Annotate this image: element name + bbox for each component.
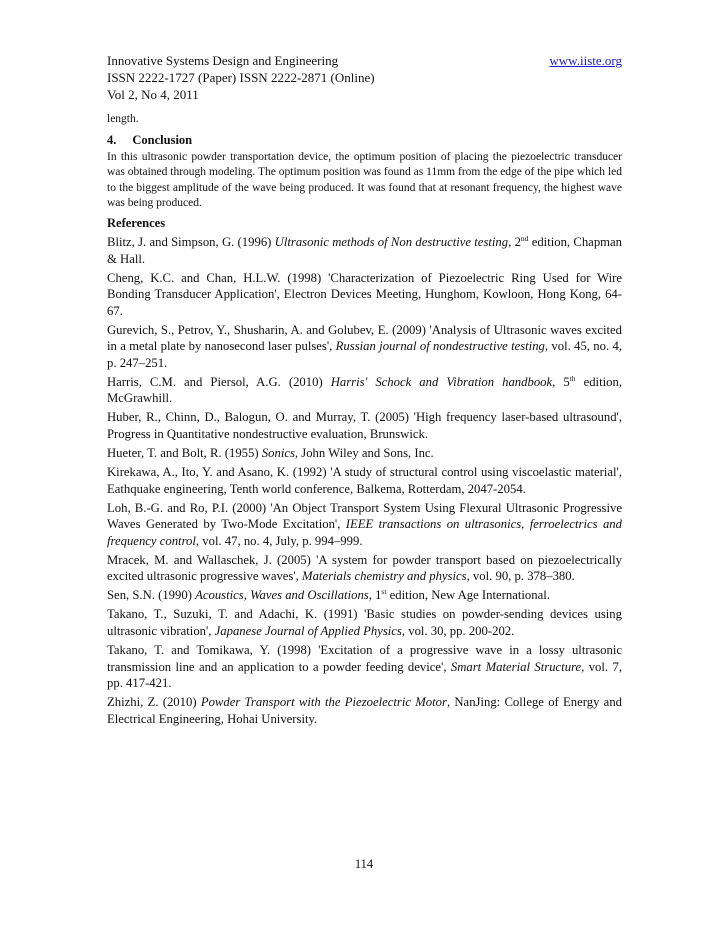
journal-name: Innovative Systems Design and Engineering (107, 53, 339, 68)
reference-text: , vol. 30, pp. 200-202. (401, 623, 515, 638)
reference-text: Zhizhi, Z. (2010) (107, 695, 201, 710)
reference-item (107, 445, 622, 462)
reference-item (107, 606, 622, 639)
reference-text: Huber, R., Chinn, D., Balogun, O. and Murray, T. (2005) 'High frequency laser-based ultrasound', Progress in Quantitative nondestructive evaluation, Brunswick. (107, 410, 622, 441)
reference-item (107, 464, 622, 497)
reference-item (107, 234, 622, 267)
reference-text: , 1 (368, 588, 382, 603)
running-header (107, 52, 622, 103)
volume-line: Vol 2, No 4, 2011 (107, 87, 199, 102)
reference-italic-title: Smart Material Structure (450, 659, 582, 674)
reference-italic-title: Acoustics, Waves and Oscillations (195, 588, 369, 603)
reference-text: edition, McGrawhill. (107, 374, 622, 406)
section-title: Conclusion (132, 133, 193, 148)
reference-italic-title: Harris' Schock and Vibration handbook (330, 374, 553, 389)
reference-text: Takano, T. and Tomikawa, Y. (1998) 'Excitation of a progressive wave in a lossy ultrasonic transmission line and an application to a powder feeding device', (107, 643, 622, 674)
reference-item (107, 322, 622, 372)
reference-text: , vol. 45, no. 4, p. 247–251. (107, 339, 622, 370)
reference-text: edition, New Age International. (386, 588, 550, 603)
reference-text: , vol. 90, p. 378–380. (466, 569, 575, 584)
reference-italic-title: Materials chemistry and physics (302, 569, 467, 584)
reference-item (107, 552, 622, 585)
section-number: 4. (107, 133, 117, 148)
reference-item (107, 642, 622, 692)
reference-text: Hueter, T. and Bolt, R. (1955) (107, 445, 262, 460)
reference-text: , 2 (508, 235, 521, 250)
ordinal-suffix: nd (520, 234, 529, 244)
reference-list (107, 234, 622, 727)
carryover-text: length. (107, 113, 139, 125)
ordinal-suffix: st (381, 587, 387, 597)
reference-text: Mracek, M. and Wallaschek, J. (2005) 'A system for powder transport based on piezoelectrically excited ultrasonic progressive waves', (107, 552, 622, 584)
reference-text: Gurevich, S., Petrov, Y., Shusharin, A. and Golubev, E. (2009) 'Analysis of Ultrasonic waves excited in a metal plate by nanosecond laser pulses', (107, 322, 622, 354)
conclusion-paragraph: In this ultrasonic powder transportation device, the optimum position of placing the piezoelectric transducer was obtained through modeling. The optimum position was found as 11mm from the edge of the pipe which led to the biggest amplitude of the wave being produced. It was found that at resonant frequency, the highest wave was being produced. (107, 151, 622, 209)
reference-text: , 5 (552, 374, 570, 389)
reference-italic-title: IEEE transactions on ultrasonics, ferroelectrics and frequency control (107, 517, 622, 548)
references-heading: References (107, 216, 166, 231)
reference-text: Sen, S.N. (1990) (107, 588, 196, 603)
reference-text: Cheng, K.C. and Chan, H.L.W. (1998) 'Characterization of Piezoelectric Ring Used for Wire Bonding Transducer Application', Electron Devices Meeting, Hunghom, Kowloon, Hong Kong, 64-67. (107, 270, 622, 318)
reference-item (107, 409, 622, 442)
reference-text: Blitz, J. and Simpson, G. (1996) (107, 235, 275, 250)
journal-url-link[interactable]: www.iiste.org (549, 53, 622, 68)
reference-italic-title: Ultrasonic methods of Non destructive testing (274, 235, 509, 250)
reference-text: , NanJing: College of Energy and Electrical Engineering, Hohai University. (107, 695, 623, 726)
reference-item (107, 374, 622, 407)
reference-item (107, 270, 622, 320)
page-content (107, 52, 622, 730)
reference-item (107, 694, 622, 727)
reference-text: , John Wiley and Sons, Inc. (294, 445, 434, 460)
page-number: 114 (354, 857, 374, 871)
ordinal-suffix: th (569, 373, 576, 383)
reference-text: Takano, T., Suzuki, T. and Adachi, K. (1991) 'Basic studies on powder-sending devices using ultrasonic vibration', (107, 607, 622, 638)
reference-text: Loh, B.-G. and Ro, P.I. (2000) 'An Object Transport System Using Flexural Ultrasonic Progressive Waves Generated by Two-Mode Excitation', (107, 500, 622, 532)
reference-text: , vol. 7, pp. 417-421. (107, 659, 622, 691)
issn-line: ISSN 2222-1727 (Paper) ISSN 2222-2871 (Online) (107, 70, 375, 85)
section-heading (107, 132, 622, 148)
reference-italic-title: Japanese Journal of Applied Physics (214, 623, 402, 638)
reference-text: Harris, C.M. and Piersol, A.G. (2010) (107, 374, 331, 389)
reference-item (107, 500, 622, 550)
reference-text: Kirekawa, A., Ito, Y. and Asano, K. (1992) 'A study of structural control using viscoelastic material', Eathquake engineering, Tenth world conference, Balkema, Rotterdam, 2047-2054. (107, 465, 622, 496)
reference-italic-title: Russian journal of nondestructive testing (335, 339, 545, 354)
reference-text: , vol. 47, no. 4, July, p. 994–999. (195, 533, 363, 548)
reference-item (107, 587, 622, 604)
reference-italic-title: Sonics (261, 445, 295, 460)
reference-italic-title: Powder Transport with the Piezoelectric Motor (200, 695, 447, 710)
reference-text: edition, Chapman & Hall. (107, 235, 623, 266)
